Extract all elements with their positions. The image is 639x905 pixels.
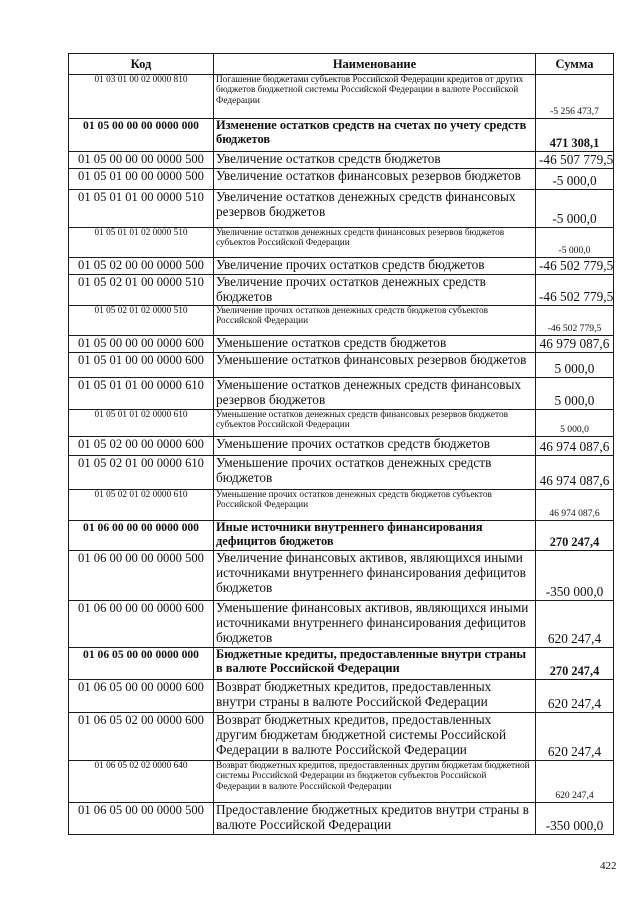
table-row bbox=[69, 760, 614, 802]
sum-cell: 471 308,1 bbox=[536, 119, 614, 152]
code-cell: 01 06 05 02 02 0000 640 bbox=[69, 760, 214, 802]
sum-cell: -5 000,0 bbox=[536, 190, 614, 228]
table-row bbox=[69, 600, 614, 647]
sum-cell: 5 000,0 bbox=[536, 352, 614, 377]
name-cell: Уменьшение прочих остатков денежных средств бюджетов bbox=[214, 455, 536, 489]
sum-cell: 270 247,4 bbox=[536, 520, 614, 550]
table-row bbox=[69, 190, 614, 228]
table-body bbox=[69, 75, 614, 835]
table-row bbox=[69, 520, 614, 550]
table-row bbox=[69, 75, 614, 119]
table-row bbox=[69, 258, 614, 275]
code-cell: 01 06 00 00 00 0000 500 bbox=[69, 550, 214, 600]
code-cell: 01 05 01 01 00 0000 510 bbox=[69, 190, 214, 228]
name-cell: Уменьшение остатков средств бюджетов bbox=[214, 335, 536, 352]
name-cell: Увеличение прочих остатков денежных средств бюджетов субъектов Российской Федерации bbox=[214, 305, 536, 335]
name-cell: Увеличение остатков финансовых резервов бюджетов bbox=[214, 169, 536, 190]
code-cell: 01 05 01 01 02 0000 510 bbox=[69, 228, 214, 258]
sum-column-header: Сумма bbox=[536, 54, 614, 75]
table-row bbox=[69, 305, 614, 335]
table-row bbox=[69, 377, 614, 409]
code-cell: 01 03 01 00 02 0000 810 bbox=[69, 75, 214, 119]
code-cell: 01 05 00 00 00 0000 600 bbox=[69, 335, 214, 352]
table-row bbox=[69, 352, 614, 377]
name-cell: Возврат бюджетных кредитов, предоставленных другим бюджетам бюджетной системы Российской Федерации в валюте Российской Федерации bbox=[214, 712, 536, 760]
name-cell: Увеличение прочих остатков денежных средств бюджетов bbox=[214, 275, 536, 306]
page-number: 422 bbox=[600, 860, 617, 872]
table-row bbox=[69, 679, 614, 712]
table-row bbox=[69, 169, 614, 190]
code-cell: 01 06 05 00 00 0000 500 bbox=[69, 802, 214, 834]
sum-cell: -46 502 779,5 bbox=[536, 305, 614, 335]
sum-cell: -350 000,0 bbox=[536, 802, 614, 834]
table-row bbox=[69, 455, 614, 489]
table-row bbox=[69, 335, 614, 352]
budget-sources-table bbox=[68, 53, 614, 835]
sum-cell: -46 502 779,5 bbox=[536, 275, 614, 306]
table-row bbox=[69, 489, 614, 520]
name-cell: Бюджетные кредиты, предоставленные внутри страны в валюте Российской Федерации bbox=[214, 647, 536, 679]
code-cell: 01 05 02 01 00 0000 610 bbox=[69, 455, 214, 489]
sum-cell: -5 000,0 bbox=[536, 228, 614, 258]
table-row bbox=[69, 647, 614, 679]
sum-cell: 46 974 087,6 bbox=[536, 489, 614, 520]
code-column-header: Код bbox=[69, 54, 214, 75]
sum-cell: 46 979 087,6 bbox=[536, 335, 614, 352]
sum-cell: 620 247,4 bbox=[536, 600, 614, 647]
sum-cell: 270 247,4 bbox=[536, 647, 614, 679]
code-cell: 01 06 05 02 00 0000 600 bbox=[69, 712, 214, 760]
table-row bbox=[69, 275, 614, 306]
table-row bbox=[69, 152, 614, 169]
name-cell: Уменьшение остатков денежных средств финансовых резервов бюджетов субъектов Российской Федерации bbox=[214, 409, 536, 436]
name-cell: Возврат бюджетных кредитов, предоставленных другим бюджетам бюджетной системы Российской Федерации из бюджетов субъектов Российской Федерации в валюте Российской Федерации bbox=[214, 760, 536, 802]
code-cell: 01 05 02 00 00 0000 600 bbox=[69, 436, 214, 455]
sum-cell: 620 247,4 bbox=[536, 712, 614, 760]
name-cell: Погашение бюджетами субъектов Российской Федерации кредитов от других бюджетов бюджетной системы Российской Федерации в валюте Российской Федерации bbox=[214, 75, 536, 119]
code-cell: 01 05 02 01 00 0000 510 bbox=[69, 275, 214, 306]
code-cell: 01 05 02 00 00 0000 500 bbox=[69, 258, 214, 275]
table-row bbox=[69, 119, 614, 152]
table-header-row bbox=[69, 54, 614, 75]
name-cell: Увеличение остатков денежных средств финансовых резервов бюджетов bbox=[214, 190, 536, 228]
sum-cell: 620 247,4 bbox=[536, 760, 614, 802]
name-cell: Возврат бюджетных кредитов, предоставленных внутри страны в валюте Российской Федерации bbox=[214, 679, 536, 712]
code-cell: 01 05 01 01 00 0000 610 bbox=[69, 377, 214, 409]
table-row bbox=[69, 802, 614, 834]
code-cell: 01 06 00 00 00 0000 600 bbox=[69, 600, 214, 647]
code-cell: 01 06 05 00 00 0000 600 bbox=[69, 679, 214, 712]
name-cell: Увеличение прочих остатков средств бюджетов bbox=[214, 258, 536, 275]
name-cell: Увеличение остатков денежных средств финансовых резервов бюджетов субъектов Российской Федерации bbox=[214, 228, 536, 258]
name-cell: Уменьшение финансовых активов, являющихся иными источниками внутреннего финансирования дефицитов бюджетов bbox=[214, 600, 536, 647]
sum-cell: 5 000,0 bbox=[536, 377, 614, 409]
name-cell: Уменьшение прочих остатков средств бюджетов bbox=[214, 436, 536, 455]
sum-cell: -46 507 779,5 bbox=[536, 152, 614, 169]
sum-cell: 5 000,0 bbox=[536, 409, 614, 436]
name-cell: Уменьшение прочих остатков денежных средств бюджетов субъектов Российской Федерации bbox=[214, 489, 536, 520]
code-cell: 01 05 01 01 02 0000 610 bbox=[69, 409, 214, 436]
table-row bbox=[69, 228, 614, 258]
code-cell: 01 06 00 00 00 0000 000 bbox=[69, 520, 214, 550]
code-cell: 01 05 01 00 00 0000 600 bbox=[69, 352, 214, 377]
sum-cell: -350 000,0 bbox=[536, 550, 614, 600]
sum-cell: 46 974 087,6 bbox=[536, 436, 614, 455]
name-cell: Иные источники внутреннего финансирования дефицитов бюджетов bbox=[214, 520, 536, 550]
table-row bbox=[69, 436, 614, 455]
code-cell: 01 05 02 01 02 0000 510 bbox=[69, 305, 214, 335]
name-cell: Увеличение финансовых активов, являющихся иными источниками внутреннего финансирования дефицитов бюджетов bbox=[214, 550, 536, 600]
sum-cell: -5 256 473,7 bbox=[536, 75, 614, 119]
sum-cell: -46 502 779,5 bbox=[536, 258, 614, 275]
code-cell: 01 05 00 00 00 0000 500 bbox=[69, 152, 214, 169]
table-row bbox=[69, 409, 614, 436]
sum-cell: 620 247,4 bbox=[536, 679, 614, 712]
name-cell: Уменьшение остатков финансовых резервов бюджетов bbox=[214, 352, 536, 377]
name-column-header: Наименование bbox=[214, 54, 536, 75]
code-cell: 01 06 05 00 00 0000 000 bbox=[69, 647, 214, 679]
table-row bbox=[69, 712, 614, 760]
name-cell: Предоставление бюджетных кредитов внутри страны в валюте Российской Федерации bbox=[214, 802, 536, 834]
code-cell: 01 05 02 01 02 0000 610 bbox=[69, 489, 214, 520]
name-cell: Увеличение остатков средств бюджетов bbox=[214, 152, 536, 169]
name-cell: Изменение остатков средств на счетах по учету средств бюджетов bbox=[214, 119, 536, 152]
sum-cell: -5 000,0 bbox=[536, 169, 614, 190]
code-cell: 01 05 01 00 00 0000 500 bbox=[69, 169, 214, 190]
table-row bbox=[69, 550, 614, 600]
sum-cell: 46 974 087,6 bbox=[536, 455, 614, 489]
name-cell: Уменьшение остатков денежных средств финансовых резервов бюджетов bbox=[214, 377, 536, 409]
code-cell: 01 05 00 00 00 0000 000 bbox=[69, 119, 214, 152]
